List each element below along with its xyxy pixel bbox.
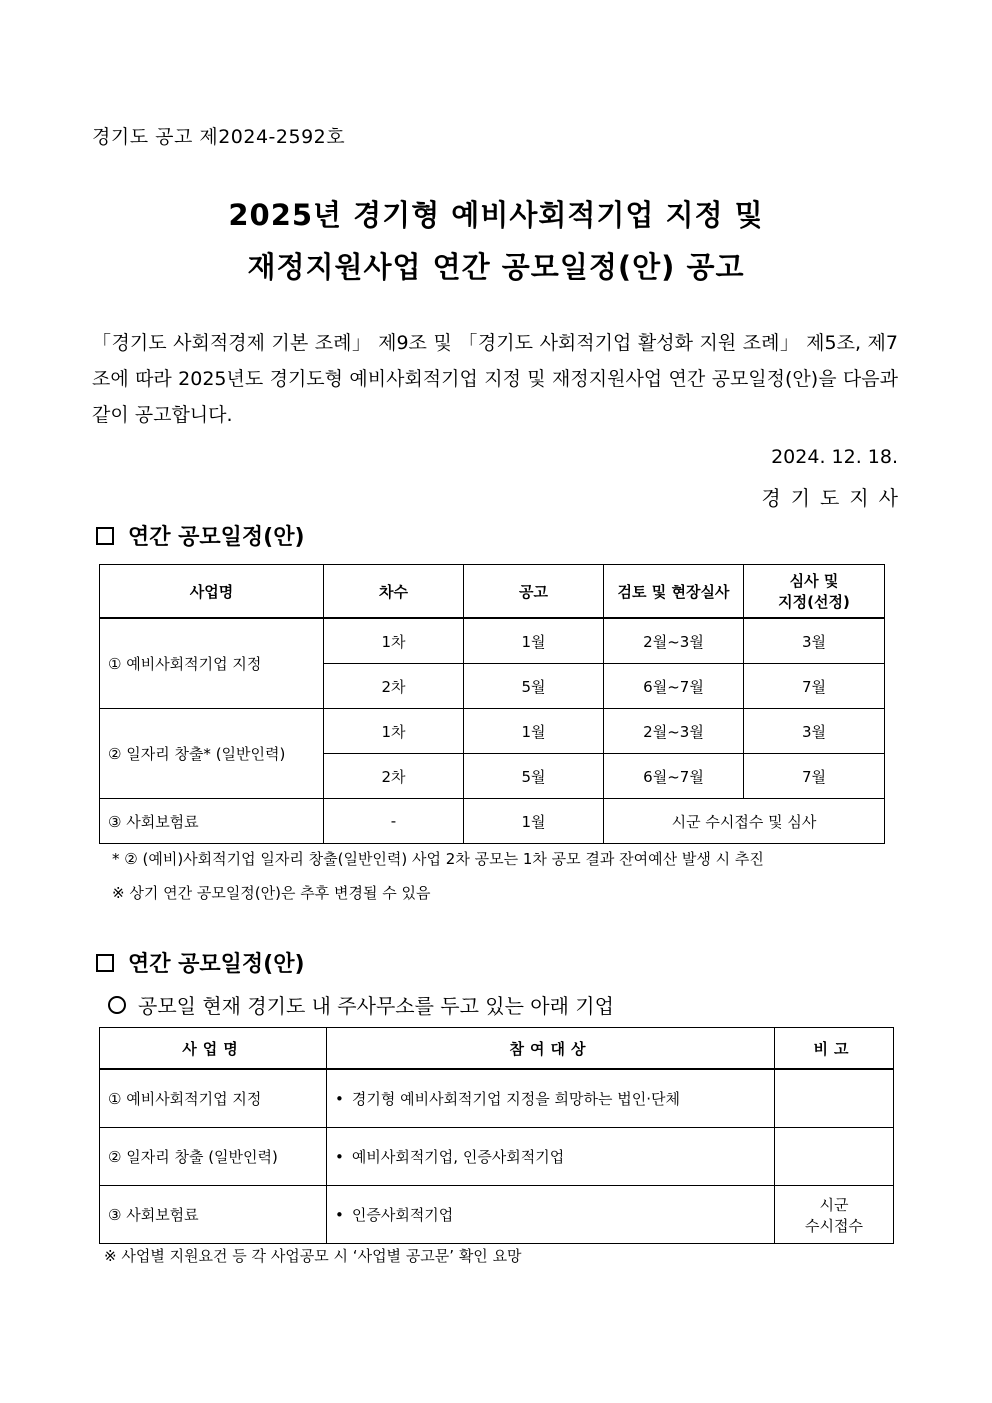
program-name: ① 예비사회적기업 지정 [100, 1069, 327, 1128]
table-header-row [100, 565, 885, 619]
target-text: • 경기형 예비사회적기업 지정을 희망하는 법인·단체 [335, 1090, 680, 1108]
col-round: 차수 [324, 565, 464, 619]
notice-date: 2024. 12. 18. [771, 446, 898, 468]
table-header-row [100, 1028, 894, 1070]
program-name: ③ 사회보험료 [100, 799, 324, 844]
col-target: 참여대상 [327, 1028, 775, 1070]
review-select-merged: 시군 수시접수 및 심사 [604, 799, 885, 844]
program-name: ② 일자리 창출 (일반인력) [100, 1128, 327, 1186]
eligibility-text: 공모일 현재 경기도 내 주사무소를 두고 있는 아래 기업 [138, 994, 614, 1018]
round: 1차 [324, 618, 464, 664]
program-name: ① 예비사회적기업 지정 [100, 618, 324, 709]
title-line-2: 재정지원사업 연간 공모일정(안) 공고 [247, 250, 745, 284]
round: 2차 [324, 754, 464, 799]
select-month: 3월 [744, 709, 885, 754]
target-text: • 예비사회적기업, 인증사회적기업 [335, 1148, 564, 1166]
title-line-1: 2025년 경기형 예비사회적기업 지정 및 [228, 198, 764, 232]
notice-month: 5월 [464, 664, 604, 709]
select-month: 7월 [744, 664, 885, 709]
issuer: 경기도지사 [761, 486, 908, 510]
section-2-heading [96, 947, 305, 978]
select-month: 7월 [744, 754, 885, 799]
remark-line-1: 시군 [819, 1195, 849, 1214]
notice-number: 경기도 공고 제2024-2592호 [92, 126, 346, 148]
col-review: 검토 및 현장실사 [604, 565, 744, 619]
notice-month: 5월 [464, 754, 604, 799]
square-bullet-icon [96, 954, 114, 972]
round: - [324, 799, 464, 844]
table-row [100, 618, 885, 664]
table-row [100, 1186, 894, 1244]
table-row [100, 709, 885, 754]
intro-paragraph: 「경기도 사회적경제 기본 조례」 제9조 및 「경기도 사회적기업 활성화 지원 조례」 제5조, 제7조에 따라 2025년도 경기도형 예비사회적기업 지정 및 재정지원사업 연간 공모일정(안)을 다음과 같이 공고합니다. [92, 332, 898, 426]
select-month: 3월 [744, 618, 885, 664]
footnote-3: ※ 사업별 지원요건 등 각 사업공모 시 ‘사업별 공고문’ 확인 요망 [104, 1247, 522, 1265]
target-text: • 인증사회적기업 [335, 1206, 453, 1224]
table-row [100, 1069, 894, 1128]
program-name: ③ 사회보험료 [100, 1186, 327, 1244]
remark-line-2: 수시접수 [805, 1216, 863, 1235]
footnote-1: * ② (예비)사회적기업 일자리 창출(일반인력) 사업 2차 공모는 1차 공모 결과 잔여예산 발생 시 추진 [112, 850, 764, 868]
footnote-2: ※ 상기 연간 공모일정(안)은 추후 변경될 수 있음 [112, 884, 431, 902]
review-period: 2월~3월 [604, 709, 744, 754]
table-row [100, 799, 885, 844]
notice-month: 1월 [464, 709, 604, 754]
section-1-heading [96, 520, 305, 551]
section-2-heading-text: 연간 공모일정(안) [128, 952, 305, 977]
col-name: 사업명 [100, 565, 324, 619]
section-1-heading-text: 연간 공모일정(안) [128, 525, 305, 550]
eligibility-line [108, 990, 614, 1019]
review-period: 2월~3월 [604, 618, 744, 664]
col-notice: 공고 [464, 565, 604, 619]
square-bullet-icon [96, 527, 114, 545]
circle-bullet-icon [108, 996, 126, 1014]
round: 2차 [324, 664, 464, 709]
remark-cell [775, 1069, 894, 1128]
col-select-line-2: 지정(선정) [778, 593, 850, 611]
eligibility-table [99, 1027, 894, 1244]
col-remark: 비고 [775, 1028, 894, 1070]
program-name: ② 일자리 창출* (일반인력) [100, 709, 324, 799]
remark-cell [775, 1186, 894, 1244]
review-period: 6월~7월 [604, 664, 744, 709]
target-cell [327, 1186, 775, 1244]
col-select [744, 565, 885, 619]
notice-month: 1월 [464, 799, 604, 844]
table-row [100, 1128, 894, 1186]
notice-month: 1월 [464, 618, 604, 664]
review-period: 6월~7월 [604, 754, 744, 799]
target-cell [327, 1128, 775, 1186]
col-select-line-1: 심사 및 [789, 572, 839, 590]
col-name: 사업명 [100, 1028, 327, 1070]
target-cell [327, 1069, 775, 1128]
round: 1차 [324, 709, 464, 754]
schedule-table [99, 564, 885, 844]
remark-cell [775, 1128, 894, 1186]
